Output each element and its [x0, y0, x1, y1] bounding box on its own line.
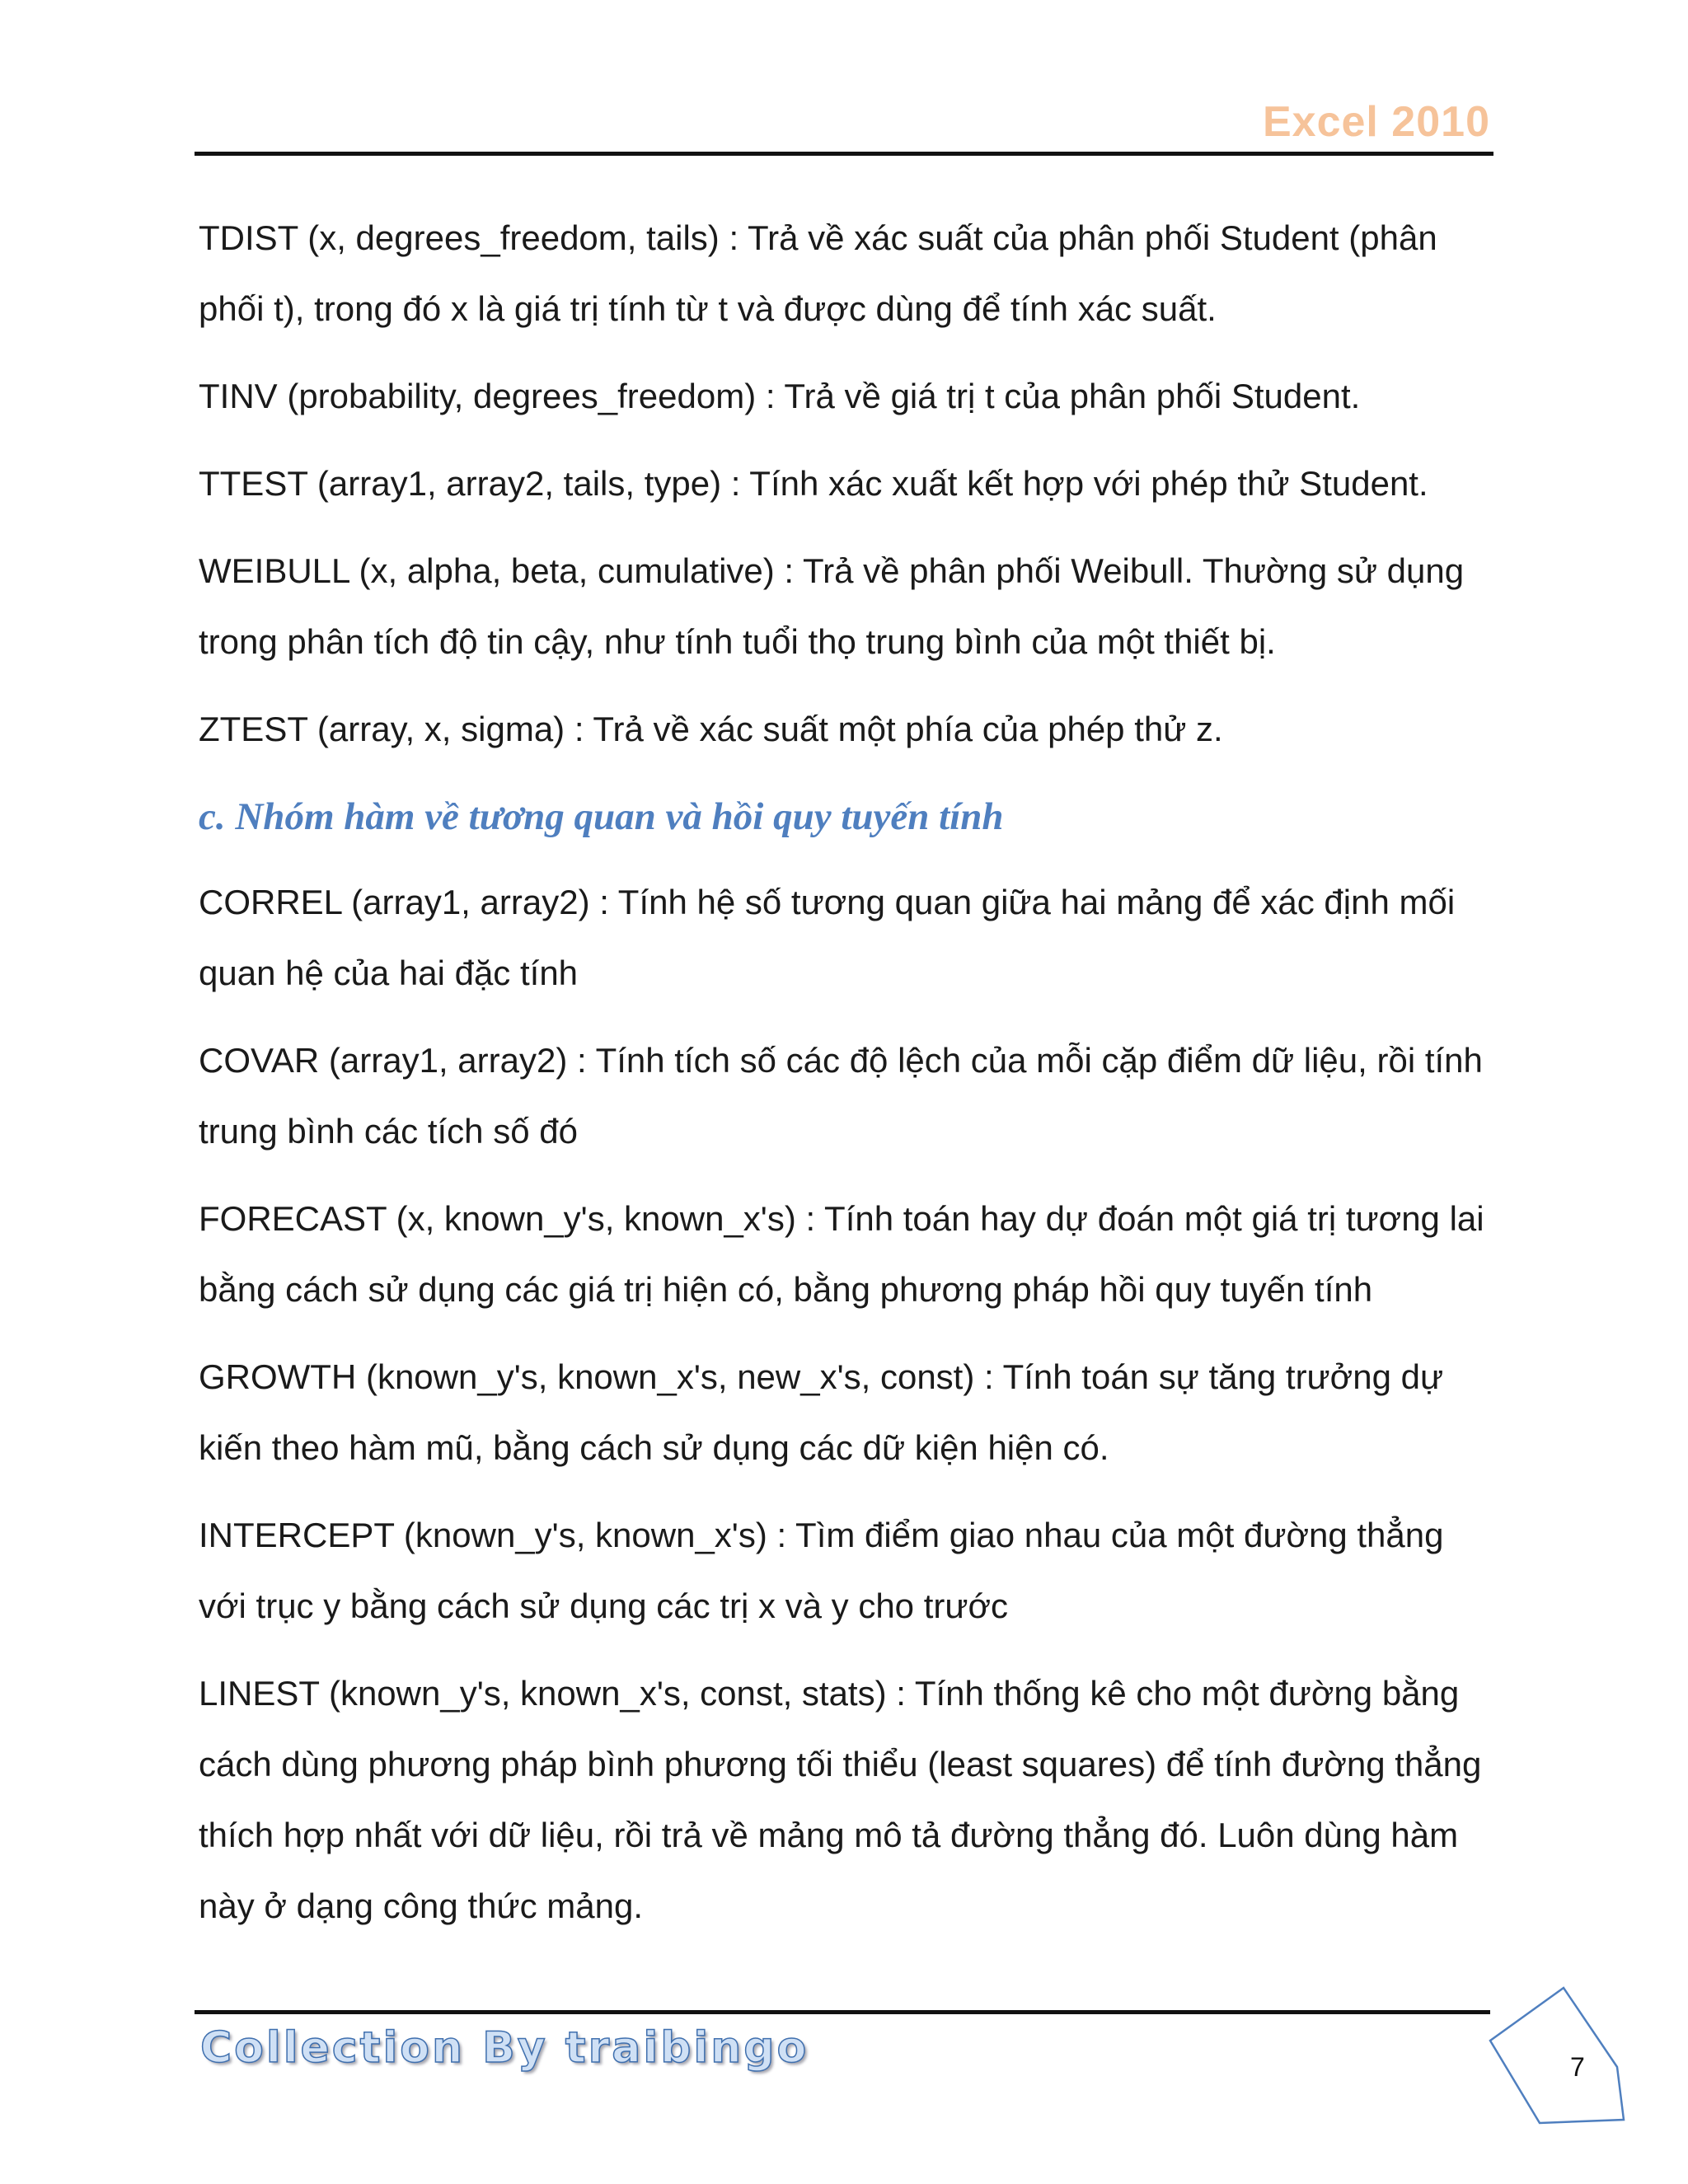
page-body	[199, 203, 1501, 1958]
page-number: 7	[1570, 2052, 1585, 2082]
page-number-badge-icon	[1484, 1986, 1632, 2126]
paragraph-ztest: ZTEST (array, x, sigma) : Trả về xác suất một phía của phép thử z.	[199, 710, 1223, 748]
header-rule	[195, 152, 1493, 156]
paragraph-growth: GROWTH (known_y's, known_x's, new_x's, const) : Tính toán sự tăng trưởng dự kiến theo hàm mũ, bằng cách sử dụng các dữ kiện hiện có.	[199, 1357, 1444, 1467]
paragraph-tinv: TINV (probability, degrees_freedom) : Trả về giá trị t của phân phối Student.	[199, 377, 1361, 415]
footer-rule	[195, 2010, 1490, 2014]
paragraph-correl: CORREL (array1, array2) : Tính hệ số tương quan giữa hai mảng để xác định mối quan hệ của hai đặc tính	[199, 883, 1456, 992]
paragraph-weibull: WEIBULL (x, alpha, beta, cumulative) : Trả về phân phối Weibull. Thường sử dụng trong phân tích độ tin cậy, như tính tuổi thọ trung bình của một thiết bị.	[199, 551, 1465, 661]
paragraph-forecast: FORECAST (x, known_y's, known_x's) : Tính toán hay dự đoán một giá trị tương lai bằng cách sử dụng các giá trị hiện có, bằng phương pháp hồi quy tuyến tính	[199, 1199, 1484, 1309]
section-heading: c. Nhóm hàm về tương quan và hồi quy tuyến tính	[199, 795, 1004, 838]
paragraph-linest: LINEST (known_y's, known_x's, const, stats) : Tính thống kê cho một đường bằng cách dùng phương pháp bình phương tối thiểu (least squares) để tính đường thẳng thích hợp nhất với dữ liệu, rồi trả về mảng mô tả đường thẳng đó. Luôn dùng hàm này ở dạng công thức mảng.	[199, 1674, 1482, 1925]
paragraph-covar: COVAR (array1, array2) : Tính tích số các độ lệch của mỗi cặp điểm dữ liệu, rồi tính trung bình các tích số đó	[199, 1041, 1483, 1151]
paragraph-tdist: TDIST (x, degrees_freedom, tails) : Trả về xác suất của phân phối Student (phân phối t), trong đó x là giá trị tính từ t và được dùng để tính xác suất.	[199, 218, 1437, 328]
paragraph-ttest: TTEST (array1, array2, tails, type) : Tính xác xuất kết hợp với phép thử Student.	[199, 464, 1428, 503]
document-header-title: Excel 2010	[1262, 98, 1490, 146]
footer-collection-text: Collection By traibingo	[200, 2023, 809, 2073]
paragraph-intercept: INTERCEPT (known_y's, known_x's) : Tìm điểm giao nhau của một đường thẳng với trục y bằng cách sử dụng các trị x và y cho trước	[199, 1516, 1444, 1625]
